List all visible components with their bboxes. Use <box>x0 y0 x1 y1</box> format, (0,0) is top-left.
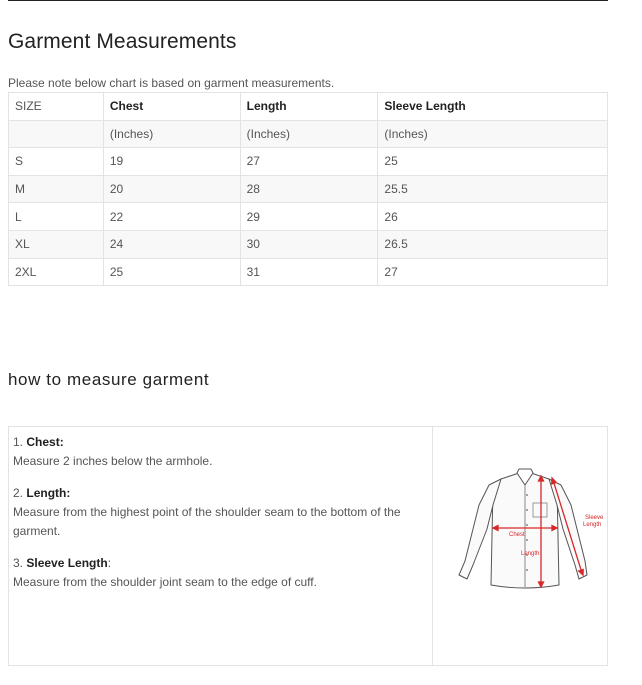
cell-sleeve: 26.5 <box>378 230 608 258</box>
unit-sleeve: (Inches) <box>378 120 608 148</box>
howto-title: how to measure garment <box>8 370 210 389</box>
cell-length: 28 <box>240 175 378 203</box>
measure-instructions <box>9 427 433 665</box>
table-row <box>9 258 608 286</box>
cell-chest: 24 <box>103 230 240 258</box>
size-chart-table <box>8 92 608 286</box>
step-suffix: : <box>107 556 112 570</box>
table-row <box>9 203 608 231</box>
step-number: 3. <box>13 556 24 570</box>
cell-chest: 19 <box>103 148 240 176</box>
cell-sleeve: 25 <box>378 148 608 176</box>
cell-size: 2XL <box>9 258 104 286</box>
top-divider <box>8 0 608 1</box>
step-number: 2. <box>13 486 24 500</box>
cell-size: XL <box>9 230 104 258</box>
unit-length: (Inches) <box>240 120 378 148</box>
step-description: Measure 2 inches below the armhole. <box>13 454 213 468</box>
step-chest <box>13 433 429 471</box>
cell-chest: 25 <box>103 258 240 286</box>
measure-guide-box <box>8 426 608 666</box>
step-name: Sleeve Length <box>26 556 108 570</box>
table-row <box>9 230 608 258</box>
step-sleeve-length <box>13 554 429 592</box>
shirt-diagram <box>445 465 605 595</box>
step-description: Measure from the shoulder joint seam to the edge of cuff. <box>13 575 317 589</box>
cell-sleeve: 26 <box>378 203 608 231</box>
unit-size <box>9 120 104 148</box>
table-row <box>9 148 608 176</box>
table-units-row <box>9 120 608 148</box>
step-length <box>13 484 429 541</box>
column-divider <box>432 427 433 665</box>
cell-size: S <box>9 148 104 176</box>
unit-chest: (Inches) <box>103 120 240 148</box>
header-length: Length <box>240 93 378 121</box>
step-description: Measure from the highest point of the shoulder seam to the bottom of the garment. <box>13 505 401 538</box>
step-name: Chest: <box>26 435 64 449</box>
sleeve-label-line2: Length <box>583 522 602 528</box>
chest-label: Chest <box>509 532 525 538</box>
chart-note: Please note below chart is based on garment measurements. <box>8 76 335 90</box>
cell-length: 27 <box>240 148 378 176</box>
cell-sleeve: 25.5 <box>378 175 608 203</box>
length-label: Length <box>521 551 540 557</box>
cell-length: 30 <box>240 230 378 258</box>
cell-size: M <box>9 175 104 203</box>
step-name: Length: <box>26 486 71 500</box>
cell-sleeve: 27 <box>378 258 608 286</box>
page-title: Garment Measurements <box>8 30 237 53</box>
header-chest: Chest <box>103 93 240 121</box>
cell-length: 31 <box>240 258 378 286</box>
step-number: 1. <box>13 435 24 449</box>
sleeve-label-line1: Sleeve <box>585 515 604 521</box>
header-sleeve-length: Sleeve Length <box>378 93 608 121</box>
cell-chest: 22 <box>103 203 240 231</box>
cell-length: 29 <box>240 203 378 231</box>
table-header-row <box>9 93 608 121</box>
table-row <box>9 175 608 203</box>
cell-chest: 20 <box>103 175 240 203</box>
cell-size: L <box>9 203 104 231</box>
header-size: SIZE <box>9 93 104 121</box>
